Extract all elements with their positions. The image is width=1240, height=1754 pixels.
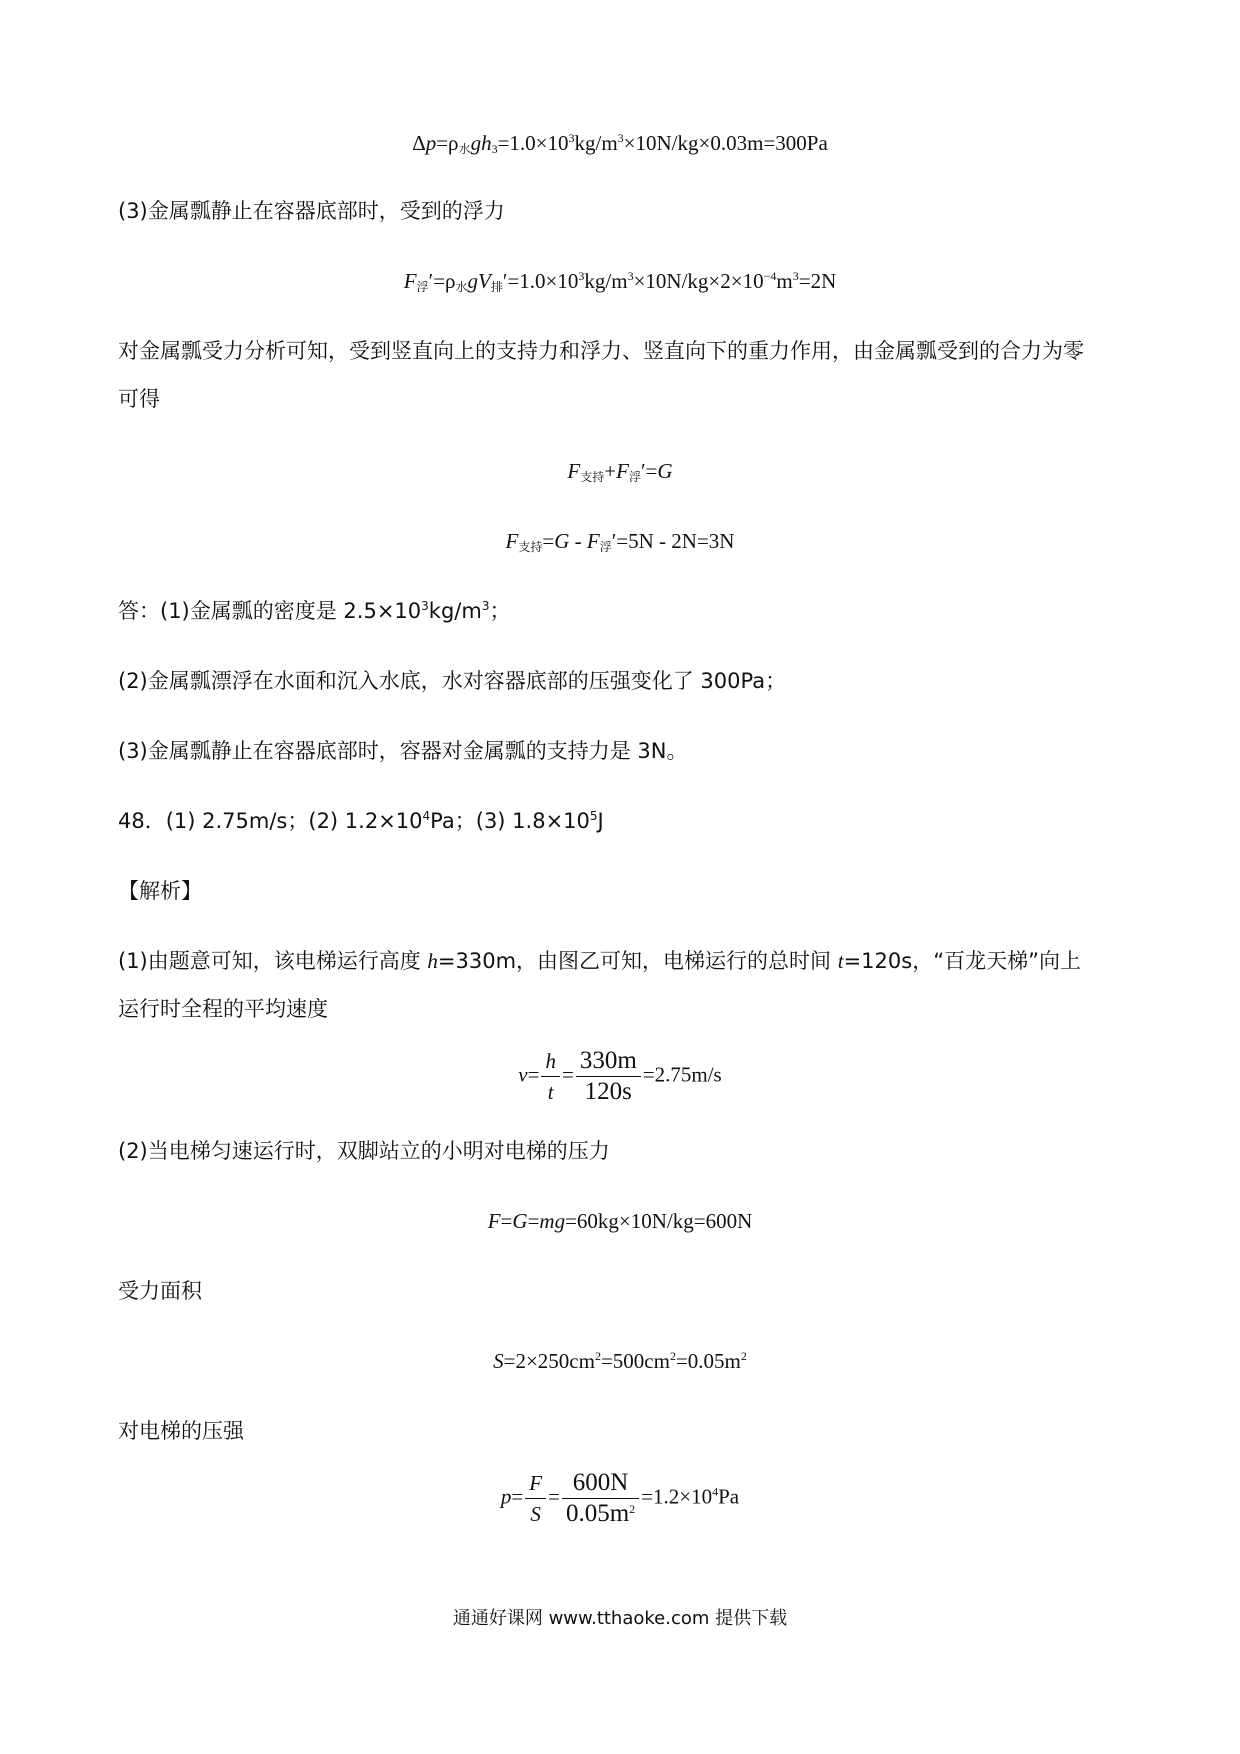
- paragraph-part3-intro: (3)金属瓢静止在容器底部时，受到的浮力: [118, 199, 505, 223]
- answer-line-1: 答：(1)金属瓢的密度是 $2.5\times 10^3kg/m^3$；: [118, 599, 511, 623]
- fraction-330m-over-120s: $\frac{330m}{120s}$: [576, 1046, 641, 1107]
- equation-pressure: p= $\frac{F}{S}$ = $\frac{600N}{0.05m^2}$ $=1.2\times 10^4Pa$: [500, 1469, 740, 1527]
- label-contact-area: 受力面积: [118, 1279, 202, 1303]
- answer-line-3: (3)金属瓢静止在容器底部时，容器对金属瓢的支持力是 3N。: [118, 739, 688, 763]
- paragraph-part2-intro: (2)当电梯匀速运行时，双脚站立的小明对电梯的压力: [118, 1139, 610, 1163]
- question-48-answers: 48．(1) 2.75m/s；(2) $1.2\times 10^4Pa$；(3) $1.8\times 10^5J$: [118, 809, 604, 833]
- analysis-heading: 【解析】: [118, 879, 202, 903]
- fraction-h-over-t: $\frac{h}{t}$: [541, 1046, 560, 1107]
- equation-force-balance: $F_{支持}+F_浮'=G$: [567, 459, 673, 484]
- fraction-600N-over-area: $\frac{600N}{0.05m^2}$: [562, 1468, 639, 1529]
- equation-area: $S=2\times 250cm^2=500cm^2=0.05m^2$: [493, 1349, 747, 1373]
- answer-line-2: (2)金属瓢漂浮在水面和沉入水底，水对容器底部的压强变化了 300Pa；: [118, 669, 787, 693]
- equation-buoyancy: $F_浮'=\rho_水gV_排'=1.0\times 10^3kg/m^3\times 10N/kg\times 2\times 10^{-4}m^3=2N$: [403, 269, 837, 294]
- paragraph-force-analysis-line2: 可得: [118, 387, 160, 411]
- label-pressure-on-elevator: 对电梯的压强: [118, 1419, 244, 1443]
- page-footer: 通通好课网 www.tthaoke.com 提供下载: [452, 1608, 788, 1629]
- equation-support-force: $F_{支持}=G - F_浮'=5N - 2N=3N$: [505, 529, 735, 554]
- paragraph-part1-line1: (1)由题意可知，该电梯运行高度 h=330m，由图乙可知，电梯运行的总时间 t=120s，“百龙天梯”向上: [118, 949, 1081, 973]
- fraction-F-over-S: $\frac{F}{S}$: [525, 1468, 546, 1529]
- paragraph-part1-line2: 运行时全程的平均速度: [118, 997, 328, 1021]
- equation-pressure-change: $\Delta p=\rho_水gh_3=1.0\times 10^3kg/m^3\times 10N/kg\times 0.03m=300Pa$: [412, 131, 828, 156]
- equation-weight: F=G=mg=60kg×10N/kg=600N: [487, 1209, 753, 1233]
- paragraph-force-analysis-line1: 对金属瓢受力分析可知，受到竖直向上的支持力和浮力、竖直向下的重力作用，由金属瓢受到的合力为零: [118, 339, 1084, 363]
- equation-average-velocity: v= $\frac{h}{t}$ = $\frac{330m}{120s}$ =2.75m/s: [518, 1047, 722, 1105]
